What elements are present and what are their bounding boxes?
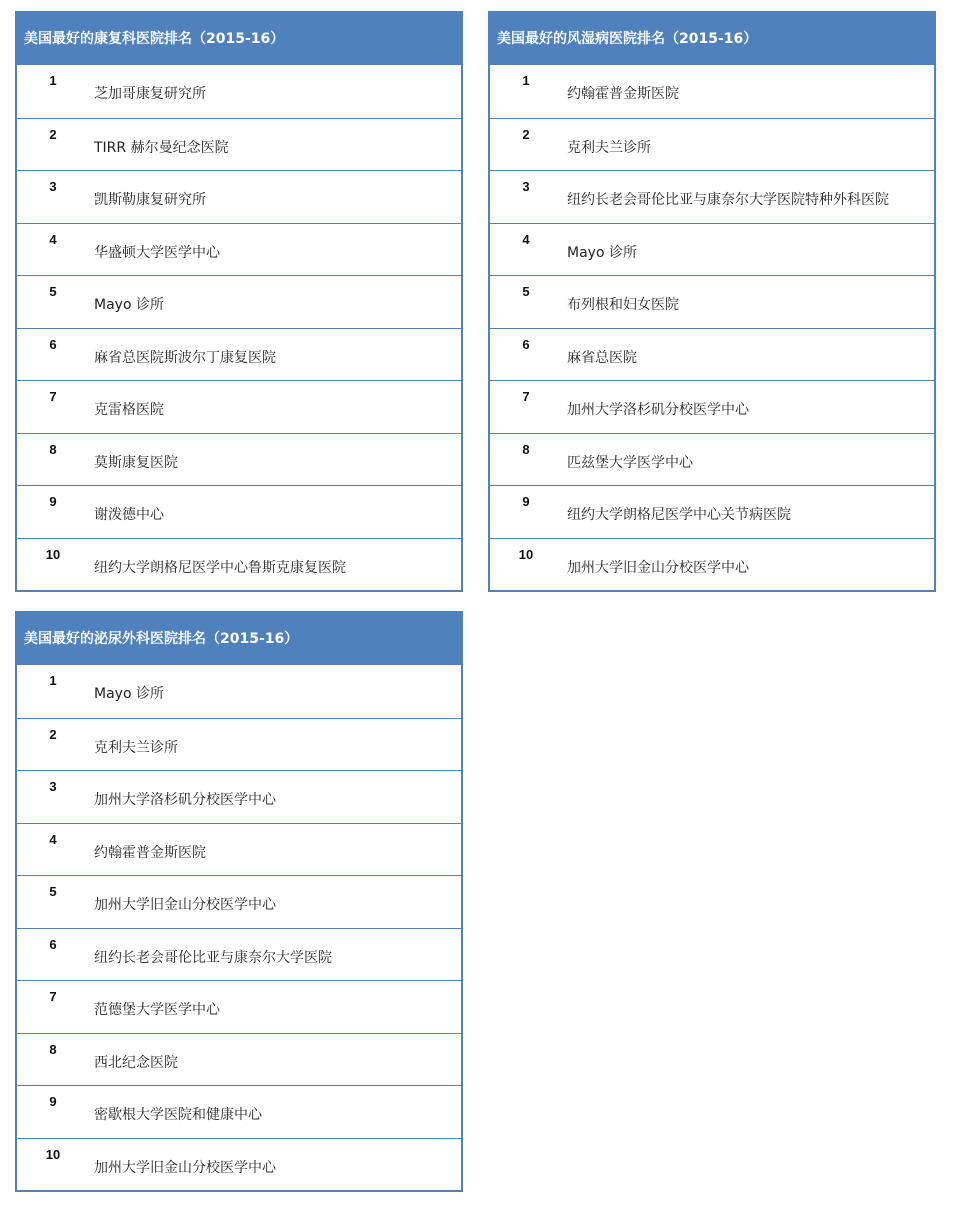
rank-number: 7 [49, 989, 57, 1004]
table-row [17, 485, 461, 538]
rank-number: 8 [522, 441, 530, 457]
table-row [17, 433, 461, 486]
rank-number: 7 [49, 389, 57, 404]
rank-number: 2 [49, 126, 57, 142]
table-row [490, 380, 934, 433]
table-row [17, 718, 461, 771]
rank-number: 4 [49, 831, 57, 847]
rank-number: 2 [522, 126, 530, 142]
rank-number: 6 [522, 336, 530, 352]
rheumatology-ranking-table [488, 11, 936, 592]
table-row [17, 665, 461, 718]
rank-number: 1 [49, 673, 57, 688]
rank-number: 4 [522, 231, 530, 247]
table-row [17, 875, 461, 928]
hospital-name: 纽约长老会哥伦比亚与康奈尔大学医院 [94, 949, 332, 966]
table-row [490, 538, 934, 591]
hospital-name: 加州大学洛杉矶分校医学中心 [567, 402, 749, 418]
table-title: 美国最好的风湿病医院排名（2015-16） [490, 13, 934, 65]
table-row [17, 823, 461, 876]
hospital-name: 加州大学旧金山分校医学中心 [94, 1159, 276, 1176]
hospital-name: Mayo 诊所 [94, 686, 164, 702]
table-row [17, 928, 461, 981]
rank-number: 6 [49, 336, 57, 352]
rank-number: 9 [522, 494, 530, 509]
hospital-name: 匹兹堡大学医学中心 [567, 454, 693, 471]
rank-number: 3 [49, 779, 57, 794]
hospital-name: Mayo 诊所 [94, 297, 164, 313]
table-row [17, 170, 461, 223]
hospital-name: 范德堡大学医学中心 [94, 1002, 220, 1018]
rank-number: 9 [49, 494, 57, 509]
rank-number: 3 [49, 179, 57, 194]
table-body [17, 665, 461, 1190]
table-title: 美国最好的康复科医院排名（2015-16） [17, 13, 461, 65]
table-title: 美国最好的泌尿外科医院排名（2015-16） [17, 613, 461, 665]
table-row [17, 275, 461, 328]
hospital-name: Mayo 诊所 [567, 244, 637, 261]
table-body [17, 65, 461, 590]
hospital-name: 西北纪念医院 [94, 1054, 178, 1071]
rank-number: 1 [49, 73, 57, 88]
rank-number: 3 [522, 179, 530, 194]
hospital-name: 纽约大学朗格尼医学中心关节病医院 [567, 507, 791, 523]
table-row [17, 328, 461, 381]
hospital-name: 麻省总医院 [567, 349, 637, 366]
hospital-name: 纽约大学朗格尼医学中心鲁斯克康复医院 [94, 559, 346, 576]
table-row [17, 538, 461, 591]
urology-ranking-table [15, 611, 463, 1192]
table-row [17, 1138, 461, 1191]
hospital-name: 克利夫兰诊所 [567, 139, 651, 156]
table-row [490, 170, 934, 223]
hospital-name: 纽约长老会哥伦比亚与康奈尔大学医院特种外科医院 [567, 192, 889, 208]
rank-number: 10 [45, 546, 61, 562]
hospital-name: 加州大学旧金山分校医学中心 [567, 559, 749, 576]
table-row [17, 380, 461, 433]
rank-number: 8 [49, 441, 57, 457]
rank-number: 1 [522, 73, 530, 88]
table-row [17, 118, 461, 171]
table-row [490, 328, 934, 381]
table-body [490, 65, 934, 590]
rank-number: 4 [49, 231, 57, 247]
hospital-name: TIRR 赫尔曼纪念医院 [94, 139, 229, 156]
table-row [490, 485, 934, 538]
rank-number: 10 [45, 1146, 61, 1162]
table-row [490, 65, 934, 118]
rank-number: 6 [49, 936, 57, 952]
hospital-name: 凯斯勒康复研究所 [94, 192, 206, 208]
rank-number: 10 [518, 546, 534, 562]
table-row [17, 1085, 461, 1138]
hospital-name: 布列根和妇女医院 [567, 297, 679, 313]
table-row [17, 980, 461, 1033]
table-row [17, 65, 461, 118]
rank-number: 5 [49, 884, 57, 899]
table-row [17, 1033, 461, 1086]
hospital-name: 克雷格医院 [94, 402, 164, 418]
hospital-name: 约翰霍普金斯医院 [94, 844, 206, 861]
hospital-name: 华盛顿大学医学中心 [94, 244, 220, 261]
hospital-name: 莫斯康复医院 [94, 454, 178, 471]
rank-number: 5 [522, 284, 530, 299]
table-row [17, 770, 461, 823]
hospital-name: 麻省总医院斯波尔丁康复医院 [94, 349, 276, 366]
hospital-name: 加州大学洛杉矶分校医学中心 [94, 792, 276, 808]
table-row [490, 118, 934, 171]
hospital-name: 克利夫兰诊所 [94, 739, 178, 756]
hospital-name: 芝加哥康复研究所 [94, 86, 206, 102]
table-row [490, 275, 934, 328]
rank-number: 7 [522, 389, 530, 404]
rank-number: 9 [49, 1094, 57, 1109]
rehabilitation-ranking-table [15, 11, 463, 592]
hospital-name: 约翰霍普金斯医院 [567, 86, 679, 102]
table-row [17, 223, 461, 276]
rank-number: 8 [49, 1041, 57, 1057]
hospital-name: 密歇根大学医院和健康中心 [94, 1107, 262, 1123]
hospital-name: 加州大学旧金山分校医学中心 [94, 897, 276, 913]
rank-number: 2 [49, 726, 57, 742]
table-row [490, 433, 934, 486]
table-row [490, 223, 934, 276]
hospital-name: 谢泼德中心 [94, 507, 164, 523]
rank-number: 5 [49, 284, 57, 299]
